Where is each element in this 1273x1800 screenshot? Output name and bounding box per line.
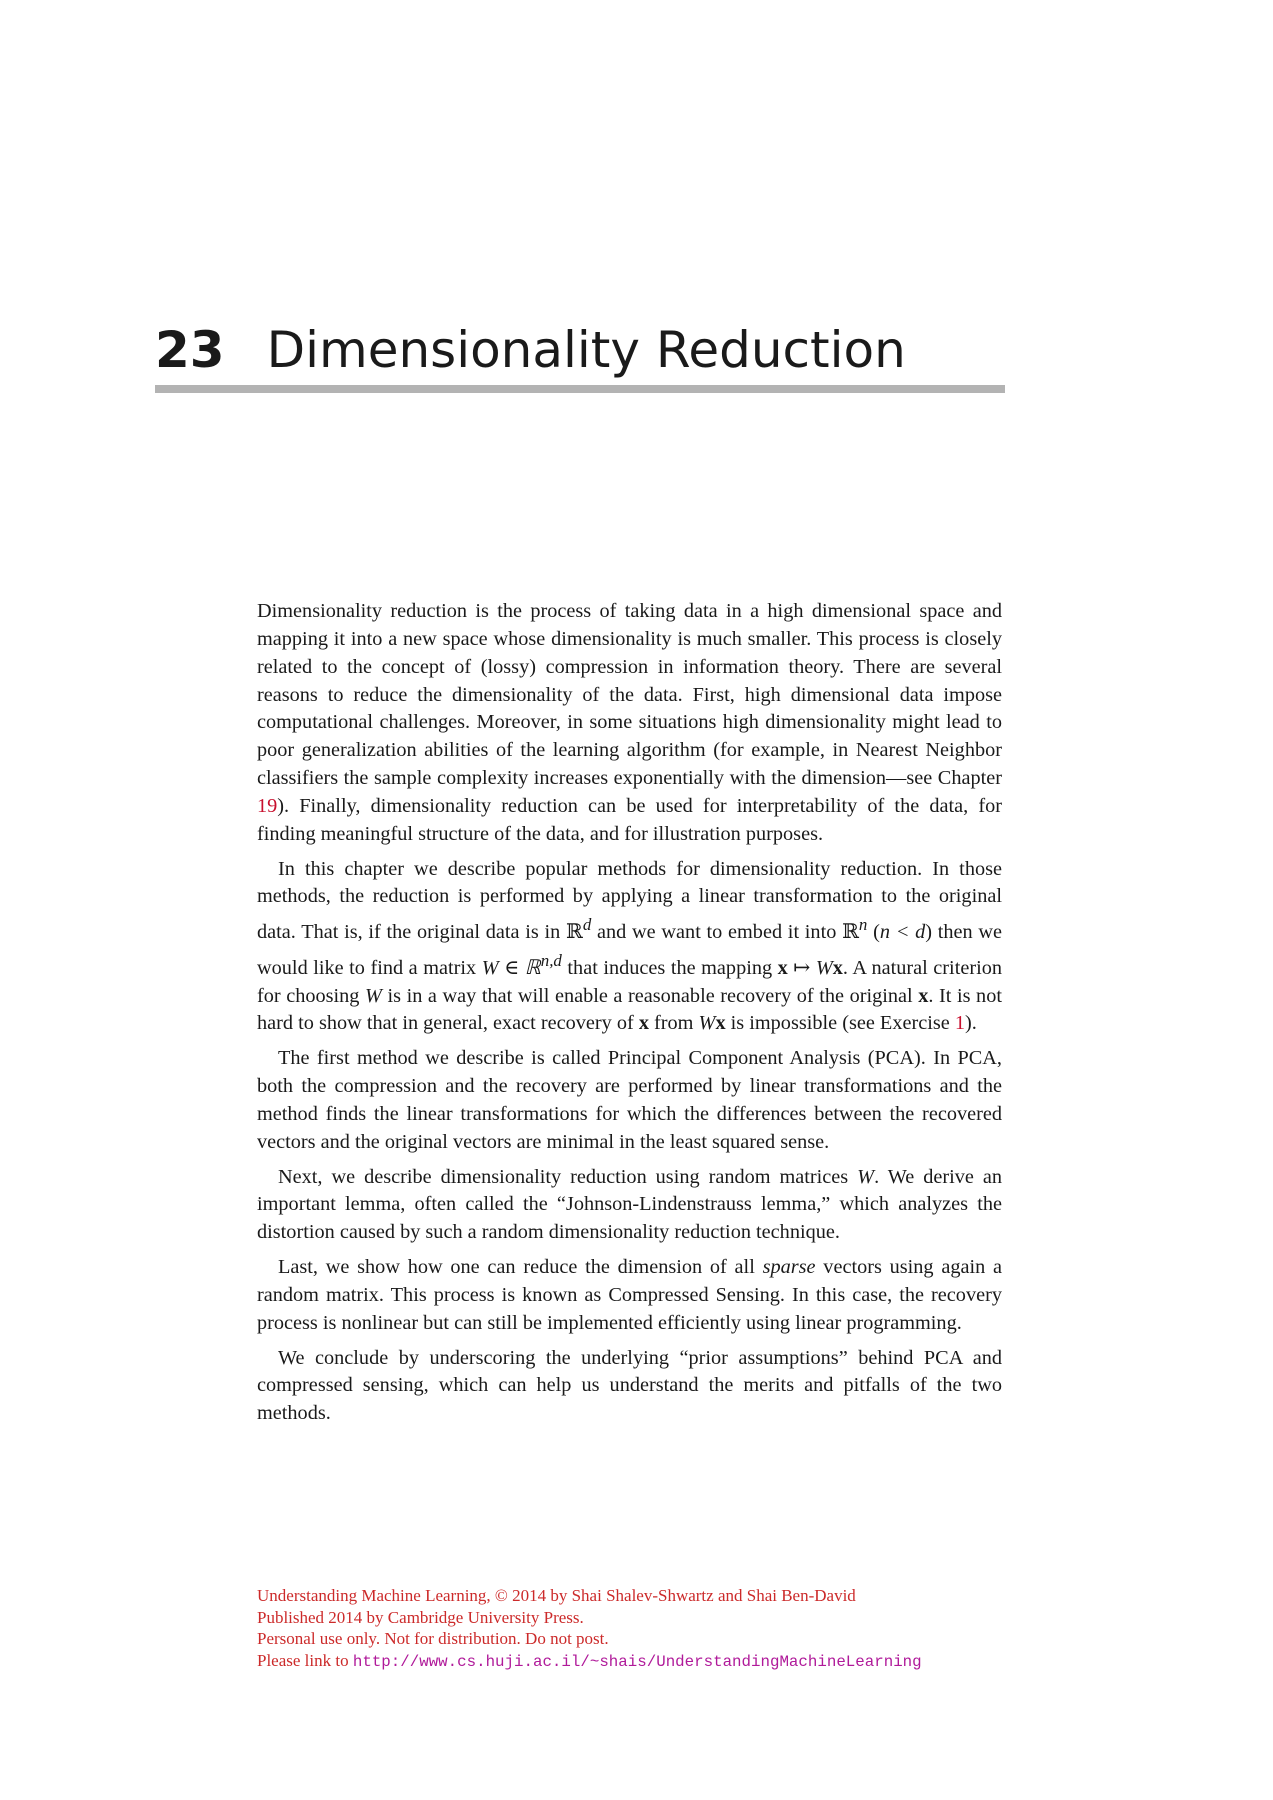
footer-notice: Personal use only. Not for distribution. Do not post. (257, 1629, 609, 1648)
paragraph-2: In this chapter we describe popular methods for dimensionality reduction. In those methods, the reduction is performed by applying a linear transformation to the original data. That is, if the original data is in ℝ$^d$ and we want to embed it into ℝ$^n$ (n < d) then we would like to find a matrix W ∈ ℝ$^{n,d}$ that induces the mapping x ↦ Wx. A natural criterion for choosing W is in a way that will enable a reasonable recovery of the original x. It is not hard to show that in general, exact recovery of x from Wx is impossible (see Exercise 1). (257, 857, 1002, 1035)
footer-publisher: Published 2014 by Cambridge University Press. (257, 1607, 584, 1627)
footer-link-line: Please link to http://www.cs.huji.ac.il/~shais/UnderstandingMachineLearning (257, 1650, 922, 1671)
footer-copyright: Understanding Machine Learning, © 2014 by Shai Shalev-Shwartz and Shai Ben-David (257, 1586, 856, 1605)
paragraph-5: Last, we show how one can reduce the dimension of all sparse vectors using again a random matrix. This process is known as Compressed Sensing. In this case, the recovery process is nonlinear but can still be implemented efficiently using linear programming. (257, 1256, 1002, 1334)
chapter-intro (257, 598, 1002, 1435)
chapter-heading (155, 318, 1005, 382)
book-url-link[interactable]: http://www.cs.huji.ac.il/~shais/UnderstandingMachineLearning (352, 1652, 922, 1671)
chapter-rule (155, 385, 1005, 393)
exercise-ref-link[interactable]: 1 (954, 1012, 965, 1035)
chapter-number: 23 (155, 321, 225, 379)
paragraph-6: We conclude by underscoring the underlying “prior assumptions” behind PCA and compressed sensing, which can help us understand the merits and pitfalls of the two methods. (257, 1346, 1002, 1425)
copyright-footer (257, 1585, 1017, 1673)
paragraph-4: Next, we describe dimensionality reduction using random matrices W. We derive an important lemma, often called the “Johnson-Lindenstrauss lemma,” which analyzes the distortion caused by such a random dimensionality reduction technique. (257, 1165, 1003, 1244)
paragraph-1: Dimensionality reduction is the process of taking data in a high dimensional space and mapping it into a new space whose dimensionality is much smaller. This process is closely related to the concept of (lossy) compression in information theory. There are several reasons to reduce the dimensionality of the data. First, high dimensional data impose computational challenges. Moreover, in some situations high dimensionality might lead to poor generalization abilities of the learning algorithm (for example, in Nearest Neighbor classifiers the sample complexity increases exponentially with the dimension—see Chapter 19). Finally, dimensionality reduction can be used for interpretability of the data, for finding meaningful structure of the data, and for illustration purposes. (257, 600, 1002, 845)
chapter-ref-link[interactable]: 19 (257, 794, 278, 817)
paragraph-3: The first method we describe is called Principal Component Analysis (PCA). In PCA, both the compression and the recovery are performed by linear transformations and the method finds the linear transformations for which the differences between the recovered vectors and the original vectors are minimal in the least squared sense. (257, 1047, 1002, 1153)
chapter-title: Dimensionality Reduction (266, 321, 906, 379)
